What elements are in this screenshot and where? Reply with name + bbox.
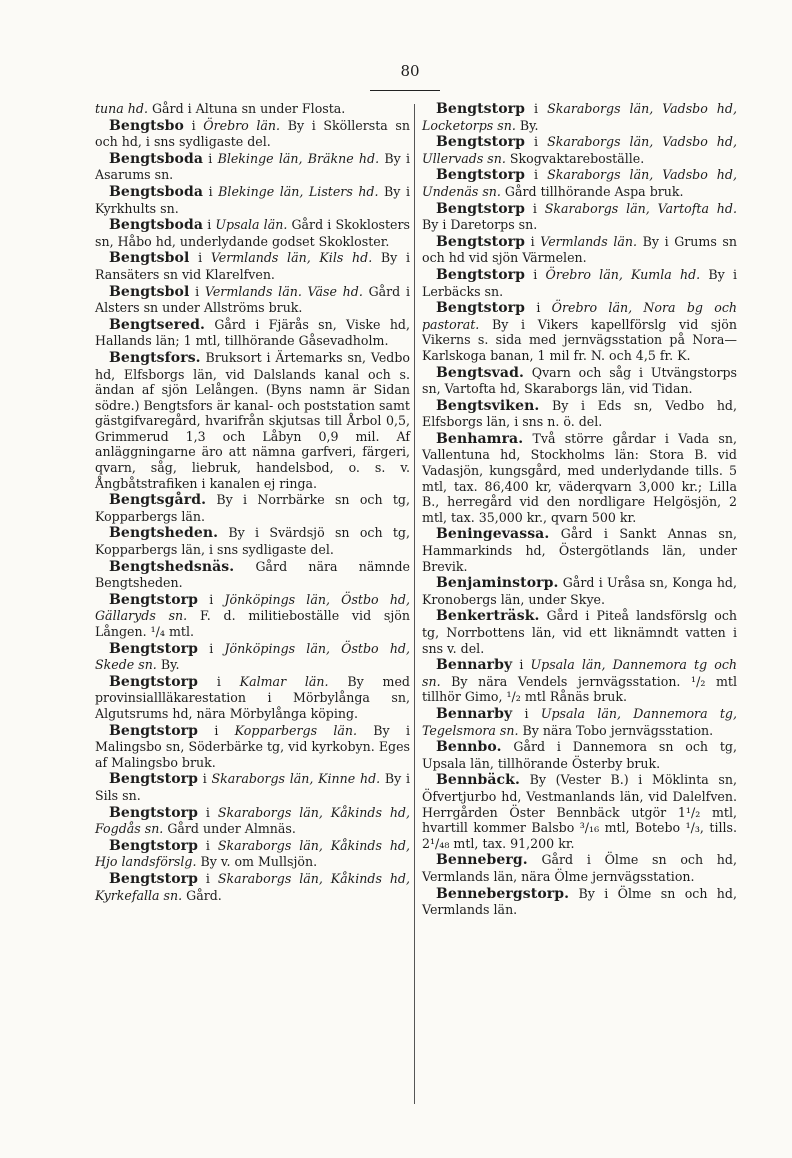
entry-text: By i Daretorps sn.: [422, 217, 538, 233]
entry-location: Skaraborgs län, Kåkinds hd, Fogdås sn.: [95, 804, 410, 837]
dictionary-entry: [95, 723, 410, 771]
dictionary-entry: [422, 398, 737, 430]
page-number: 80: [400, 62, 420, 80]
dictionary-entry: [422, 772, 737, 851]
dictionary-entry: [422, 201, 737, 233]
entry-text: Gård i Ölme sn och hd, Vermlands län, nära Ölme jernvägsstation.: [422, 852, 737, 884]
entry-text: Gård tillhörande Aspa bruk.: [500, 183, 684, 199]
entry-location: Örebro län, Kumla hd.: [545, 266, 701, 282]
entry-headword: Bengtsered.: [109, 316, 206, 333]
entry-text: Gård i Fjärås sn, Viske hd, Hallands län; 1 mtl, tillhörande Gåsevadholm.: [95, 316, 410, 349]
entry-preposition: i: [525, 233, 541, 249]
entry-headword: Bengtstorp: [109, 591, 199, 608]
dictionary-entry: [95, 838, 410, 870]
entry-text: By i Sils sn.: [95, 771, 410, 803]
entry-headword: Bengtstorp: [436, 233, 526, 250]
entry-preposition: i: [189, 250, 211, 266]
entry-location: Skaraborgs län, Vartofta hd.: [544, 200, 737, 216]
entry-location: Skaraborgs län, Vadsbo hd, Ullervads sn.: [422, 134, 737, 166]
entry-location: Blekinge län, Bräkne hd.: [217, 150, 380, 166]
entry-headword: Benjaminstorp.: [436, 575, 559, 592]
entry-headword: Bengtstorp: [109, 722, 199, 739]
entry-preposition: i: [189, 283, 205, 299]
dictionary-entry: [95, 525, 410, 557]
entry-location: Jönköpings län, Östbo hd, Gällaryds sn.: [95, 591, 410, 624]
entry-location: Örebro län, Nora bg och pastorat.: [422, 300, 737, 332]
entry-text: Gård i Dannemora sn och tg, Upsala län, tillhörande Österby bruk.: [422, 739, 737, 771]
entry-text: Gård nära nämnde Bengtsheden.: [95, 558, 410, 591]
entry-location: Skaraborgs län, Vadsbo hd, Undenäs sn.: [422, 167, 737, 199]
dictionary-entry: [95, 805, 410, 837]
column-divider: [414, 104, 415, 1104]
dictionary-entry: [422, 886, 737, 918]
entry-preposition: i: [198, 591, 225, 607]
entry-text: By i Asarums sn.: [95, 150, 410, 183]
entry-text: Bruksort i Ärtemarks sn, Vedbo hd, Elfsborgs län, vid Dalslands kanal och s. ändan af sjön Lelången. (Byns namn är Sidan södre.) Bengtsfors är kanal- och poststation samt gästgifvaregård, hvarifrån skjutsas till Årbol 0,5, Grimmerud 1,3 och Låbyn 0,9 mil. Af anläggningarne äro att nämna garfveri, färgeri, qvarn, såg, liebruk, handelsbod, o. s. v. Ångbåtstrafiken i kanalen ej ringa.: [95, 349, 410, 491]
entry-location: Kopparbergs län.: [234, 722, 357, 738]
entry-preposition: i: [525, 200, 545, 216]
dictionary-entry: [422, 167, 737, 199]
entry-text: By (Vester B.) i Möklinta sn, Öfvertjurbo hd, Vestmanlands län, vid Dalelfven. Herrgården Öster Bennbäck utgör 1¹/₂ mtl, hvartill kommer Balsbo ³/₁₆ mtl, Botebo ¹/₃, tills. 2¹/₄₈ mtl, tax. 91,200 kr.: [422, 772, 737, 851]
entry-headword: Bengtstorp: [109, 804, 199, 821]
entry-text: By i Lerbäcks sn.: [422, 266, 737, 299]
entry-headword: Benhamra.: [436, 430, 524, 447]
dictionary-entry: [422, 739, 737, 771]
entry-preposition: i: [203, 217, 216, 233]
dictionary-entry: [95, 184, 410, 216]
entry-location: Jönköpings län, Östbo hd, Skede sn.: [95, 640, 410, 673]
entry-headword: Bengtstorp: [436, 134, 526, 151]
entry-headword: Bennebergstorp.: [436, 885, 570, 902]
entry-preposition: i: [198, 804, 218, 820]
entry-location: Kalmar län.: [239, 673, 329, 689]
dictionary-entry: [422, 134, 737, 166]
entry-headword: Bengtsboda: [109, 217, 204, 234]
entry-headword: Bennbo.: [436, 739, 502, 756]
entry-preposition: i: [198, 771, 212, 787]
entry-preposition: i: [525, 266, 546, 282]
entry-headword: Bengtsboda: [109, 150, 204, 167]
dictionary-entry: [422, 657, 737, 705]
entry-headword: Bengtstorp: [109, 870, 199, 887]
entry-text: Två större gårdar i Vada sn, Vallentuna hd, Stockholms län: Stora B. vid Vadasjön, kungsgård, med underlydande tills. 5 mtl, tax. 86,400 kr, väderqvarn 3,000 kr.; Lilla B., herregård vid den nordligare Helgösjön, 2 mtl, tax. 35,000 kr., qvarn 500 kr.: [422, 430, 737, 525]
dictionary-entry: [95, 492, 410, 524]
entry-preposition: i: [198, 640, 225, 656]
dictionary-entry: [95, 101, 410, 117]
entry-headword: Bengtstorp: [109, 640, 199, 657]
dictionary-entry: [95, 217, 410, 249]
dictionary-entry: [422, 300, 737, 363]
entry-text: Qvarn och såg i Utvängstorps sn, Vartofta hd, Skaraborgs län, vid Tidan.: [422, 364, 737, 397]
entry-text: By nära Tobo jernvägsstation.: [518, 722, 714, 738]
dictionary-entry: [422, 852, 737, 884]
dictionary-entry: [95, 350, 410, 491]
entry-headword: Bengtsbol: [109, 250, 190, 267]
entry-preposition: i: [203, 150, 218, 166]
entry-headword: Bengtstorp: [109, 837, 199, 854]
entry-text: By med provinsiallläkarestation i Mörbylånga sn, Algutsrums hd, nära Mörbylånga köping.: [95, 673, 410, 721]
dictionary-entry: [422, 431, 737, 526]
dictionary-entry: [95, 771, 410, 803]
entry-headword: Bengtstorp: [436, 167, 526, 184]
entry-headword: Bennarby: [436, 657, 513, 674]
dictionary-entry: [422, 608, 737, 656]
entry-text: By i Norrbärke sn och tg, Kopparbergs län.: [95, 492, 410, 524]
entry-headword: Bengtstorp: [436, 200, 526, 217]
entry-preposition: i: [512, 705, 541, 721]
entry-headword: Beningevassa.: [436, 526, 550, 543]
entry-headword: Bengtstorp: [436, 300, 526, 317]
dictionary-entry: [422, 234, 737, 266]
entry-location: Vermlands län. Väse hd.: [204, 283, 363, 299]
entry-preposition: i: [525, 167, 548, 183]
dictionary-entry: [422, 365, 737, 397]
entry-headword: Bengtsviken.: [436, 397, 540, 414]
entry-preposition: i: [203, 183, 219, 199]
entry-headword: Bengtsvad.: [436, 364, 524, 381]
entry-location: Vermlands län, Kils hd.: [210, 250, 373, 266]
entry-preposition: i: [198, 870, 218, 886]
entry-location: Örebro län.: [203, 117, 281, 133]
dictionary-entry: [95, 871, 410, 903]
entry-headword: Bengtstorp: [109, 771, 199, 788]
dictionary-entry: [95, 674, 410, 722]
entry-location: Upsala län, Dannemora tg, Tegelsmora sn.: [422, 705, 737, 738]
entry-location: Skaraborgs län, Kinne hd.: [211, 771, 381, 787]
dictionary-entry: [95, 151, 410, 183]
entry-text: By i Ransäters sn vid Klarelfven.: [95, 250, 410, 282]
entry-headword: Bengtstorp: [436, 101, 526, 117]
entry-location: Upsala län.: [215, 217, 288, 233]
dictionary-entry: [422, 267, 737, 299]
entry-headword: Bengtsbo: [109, 117, 184, 134]
entry-text: Gård under Almnäs.: [163, 821, 296, 837]
entry-text: Skogvaktareboställe.: [505, 150, 645, 166]
left-column: [95, 101, 410, 904]
entry-preposition: i: [525, 134, 548, 150]
entry-text: By i Grums sn och hd vid sjön Värmelen.: [422, 233, 737, 266]
entry-text: Gård i Uråsa sn, Konga hd, Kronobergs län, under Skye.: [422, 575, 737, 607]
entry-headword: Bengtstorp: [436, 266, 526, 283]
dictionary-entry: [422, 575, 737, 607]
entry-headword: Bengtstorp: [109, 673, 199, 690]
entry-text: By i Kyrkhults sn.: [95, 183, 410, 216]
entry-text: Gård i Alsters sn under Allströms bruk.: [95, 283, 410, 316]
dictionary-entry: [95, 641, 410, 673]
entry-text: By i Sköllersta sn och hd, i sns sydligaste del.: [95, 117, 410, 150]
dictionary-entry: [422, 526, 737, 574]
entry-location: Upsala län, Dannemora tg och sn.: [422, 657, 737, 689]
entry-text: By.: [156, 657, 180, 673]
entry-preposition: i: [512, 657, 531, 673]
dictionary-entry: [95, 284, 410, 316]
entry-preposition: i: [183, 117, 204, 133]
entry-location: Skaraborgs län, Kåkinds hd, Hjo landsförslg.: [95, 837, 410, 870]
dictionary-entry: [95, 559, 410, 591]
dictionary-entry: [422, 706, 737, 738]
entry-location: Skaraborgs län, Kåkinds hd, Kyrkefalla sn.: [95, 870, 410, 903]
entry-headword: Bengtsboda: [109, 183, 204, 200]
entry-headword: Benneberg.: [436, 852, 528, 869]
entry-text: Gård i Altuna sn under Flosta.: [147, 101, 346, 116]
entry-preposition: i: [525, 101, 548, 116]
entry-location: Skaraborgs län, Vadsbo hd, Locketorps sn.: [422, 101, 737, 133]
entry-preposition: i: [198, 722, 235, 738]
entry-text: By i Malingsbo sn, Söderbärke tg, vid kyrkobyn. Eges af Malingsbo bruk.: [95, 722, 410, 770]
entry-headword: Bengtsgård.: [109, 492, 207, 509]
entry-headword: Bengtsbol: [109, 283, 190, 300]
entry-text: Gård i Skoklosters sn, Håbo hd, underlydande godset Skokloster.: [95, 217, 410, 249]
entry-text: Gård i Piteå landsförslg och tg, Norrbottens län, vid ett liknämndt vatten i sns v. del.: [422, 608, 737, 656]
entry-headword: Bennbäck.: [436, 772, 520, 789]
entry-location: Blekinge län, Listers hd.: [218, 183, 379, 199]
entry-text: By i Svärdsjö sn och tg, Kopparbergs län, i sns sydligaste del.: [95, 525, 410, 558]
entry-text: By i Vikers kapellförslg vid sjön Vikerns s. sida med jernvägsstation på Nora—Karlskoga banan, 1 mil fr. N. och 4,5 fr. K.: [422, 316, 737, 363]
entry-preposition: i: [198, 673, 240, 689]
entry-location: Vermlands län.: [540, 233, 638, 249]
dictionary-entry: [95, 592, 410, 640]
entry-text: By v. om Mullsjön.: [196, 854, 318, 870]
entry-headword: Bengtsfors.: [109, 349, 201, 366]
entry-text: F. d. militieboställe vid sjön Lången. ¹/₄ mtl.: [95, 608, 410, 639]
entry-text: By i Eds sn, Vedbo hd, Elfsborgs län, i sns n. ö. del.: [422, 397, 737, 430]
dictionary-entry: [422, 101, 737, 133]
entry-preposition: i: [525, 300, 552, 316]
entry-preposition: i: [198, 837, 218, 853]
entry-text: By i Ölme sn och hd, Vermlands län.: [422, 885, 737, 918]
entry-headword: Benkerträsk.: [436, 608, 540, 625]
entry-headword: Bennarby: [436, 705, 513, 722]
dictionary-entry: [95, 317, 410, 349]
dictionary-entry: [95, 250, 410, 282]
header-rule: [370, 90, 440, 91]
entry-headword: Bengtsheden.: [109, 525, 219, 542]
entry-text: By nära Vendels jernvägsstation. ¹/₂ mtl tillhör Gimo, ¹/₂ mtl Rånäs bruk.: [422, 673, 737, 705]
dictionary-entry: [95, 118, 410, 150]
entry-text: Gård.: [182, 887, 222, 903]
entry-text: Gård i Sankt Annas sn, Hammarkinds hd, Östergötlands län, under Brevik.: [422, 526, 737, 574]
right-column: [422, 101, 737, 919]
entry-headword: Bengtshedsnäs.: [109, 558, 235, 575]
entry-location: tuna hd.: [95, 101, 148, 116]
entry-text: By.: [515, 117, 539, 133]
